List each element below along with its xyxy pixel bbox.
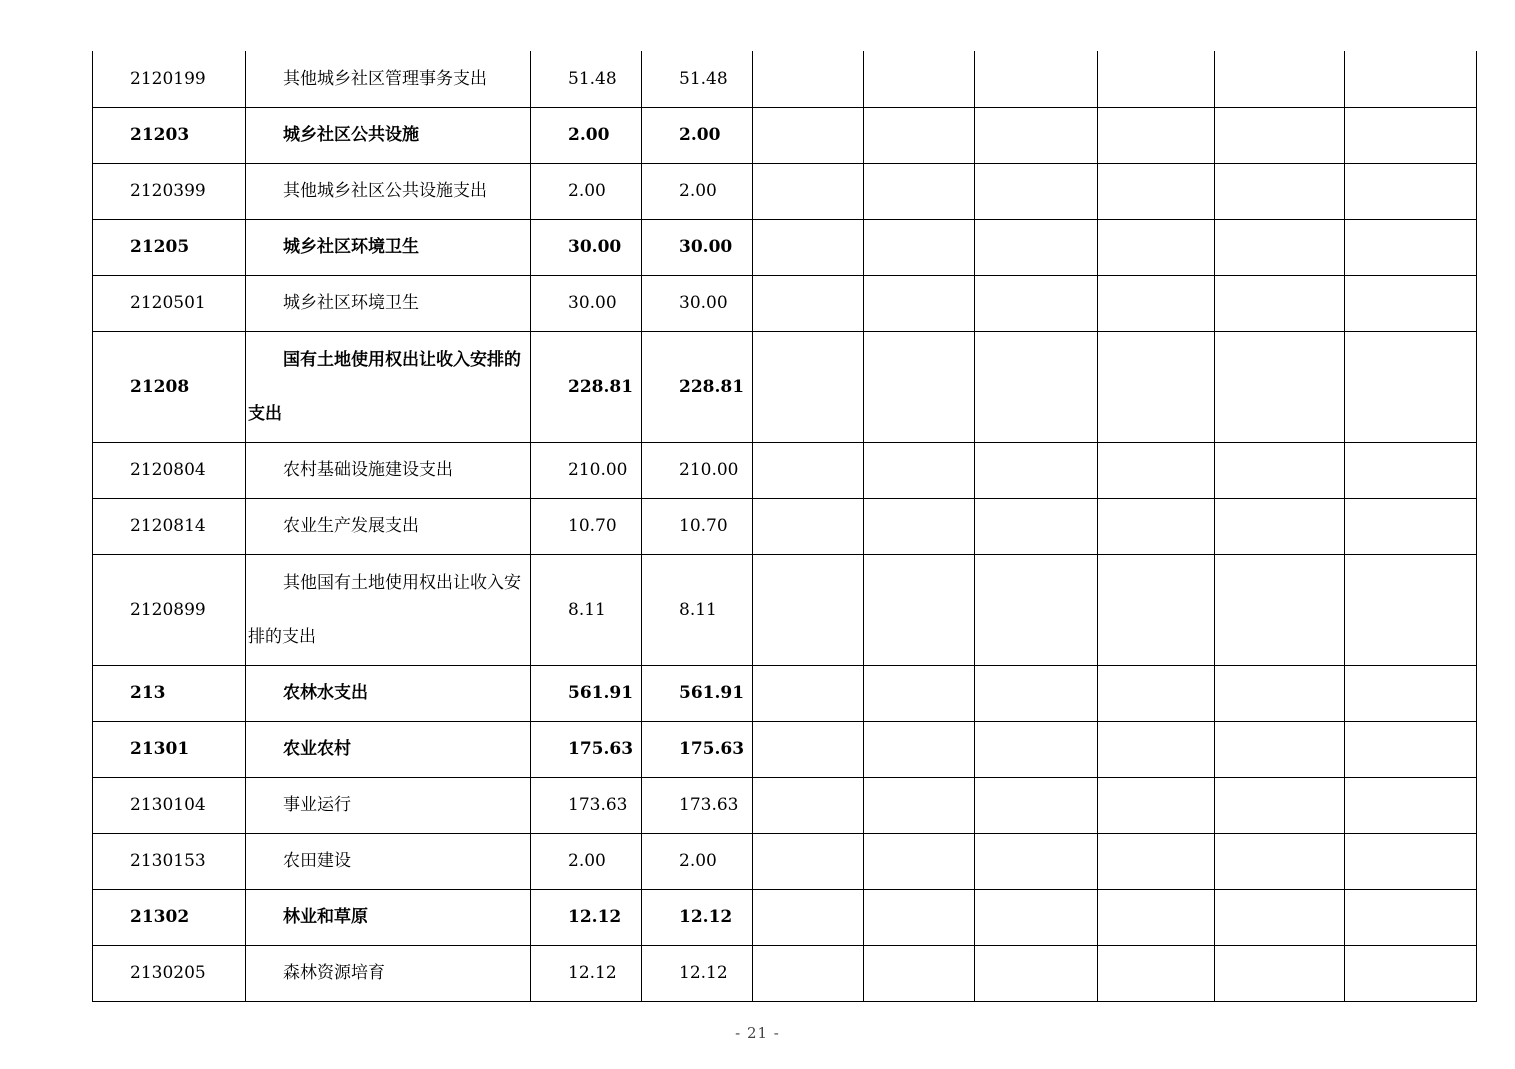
amount-cell: 12.12 xyxy=(642,889,753,945)
empty-cell xyxy=(753,219,864,275)
empty-cell xyxy=(864,107,975,163)
empty-cell xyxy=(1098,163,1215,219)
empty-cell xyxy=(1098,721,1215,777)
empty-cell xyxy=(1345,665,1477,721)
total-amount-cell: 2.00 xyxy=(531,833,642,889)
amount-cell: 228.81 xyxy=(642,331,753,442)
empty-cell xyxy=(1098,275,1215,331)
amount-cell: 10.70 xyxy=(642,498,753,554)
table-row xyxy=(93,163,1477,219)
empty-cell xyxy=(1215,219,1345,275)
amount-cell: 173.63 xyxy=(642,777,753,833)
table-row xyxy=(93,442,1477,498)
empty-cell xyxy=(1215,833,1345,889)
subject-name-cell: 城乡社区环境卫生 xyxy=(246,275,531,331)
empty-cell xyxy=(1098,498,1215,554)
empty-cell xyxy=(975,275,1098,331)
empty-cell xyxy=(1098,889,1215,945)
empty-cell xyxy=(753,498,864,554)
table-row xyxy=(93,107,1477,163)
table-row xyxy=(93,498,1477,554)
empty-cell xyxy=(975,219,1098,275)
empty-cell xyxy=(864,833,975,889)
empty-cell xyxy=(864,721,975,777)
table-row xyxy=(93,275,1477,331)
empty-cell xyxy=(864,331,975,442)
empty-cell xyxy=(1098,945,1215,1001)
empty-cell xyxy=(753,51,864,107)
subject-name-cell: 农田建设 xyxy=(246,833,531,889)
subject-name-cell: 其他国有土地使用权出让收入安排的支出 xyxy=(246,554,531,665)
empty-cell xyxy=(753,275,864,331)
empty-cell xyxy=(1098,665,1215,721)
amount-cell: 561.91 xyxy=(642,665,753,721)
subject-code-cell: 21301 xyxy=(93,721,246,777)
subject-code-cell: 2120399 xyxy=(93,163,246,219)
subject-code-cell: 2130104 xyxy=(93,777,246,833)
empty-cell xyxy=(1345,51,1477,107)
subject-code-cell: 2120804 xyxy=(93,442,246,498)
subject-code-cell: 21203 xyxy=(93,107,246,163)
table-row xyxy=(93,51,1477,107)
subject-name-cell: 农村基础设施建设支出 xyxy=(246,442,531,498)
empty-cell xyxy=(975,945,1098,1001)
subject-code-cell: 213 xyxy=(93,665,246,721)
empty-cell xyxy=(1098,554,1215,665)
empty-cell xyxy=(1215,51,1345,107)
subject-name-cell: 农林水支出 xyxy=(246,665,531,721)
subject-name-cell: 森林资源培育 xyxy=(246,945,531,1001)
total-amount-cell: 2.00 xyxy=(531,107,642,163)
empty-cell xyxy=(753,889,864,945)
table-row xyxy=(93,945,1477,1001)
empty-cell xyxy=(1345,219,1477,275)
empty-cell xyxy=(1215,163,1345,219)
table-body xyxy=(93,51,1477,1001)
empty-cell xyxy=(864,665,975,721)
empty-cell xyxy=(1345,163,1477,219)
empty-cell xyxy=(975,163,1098,219)
empty-cell xyxy=(864,554,975,665)
table-row xyxy=(93,554,1477,665)
empty-cell xyxy=(1345,331,1477,442)
amount-cell: 30.00 xyxy=(642,219,753,275)
empty-cell xyxy=(975,331,1098,442)
empty-cell xyxy=(864,442,975,498)
empty-cell xyxy=(975,442,1098,498)
subject-code-cell: 21208 xyxy=(93,331,246,442)
empty-cell xyxy=(1215,442,1345,498)
subject-code-cell: 2130153 xyxy=(93,833,246,889)
empty-cell xyxy=(975,554,1098,665)
amount-cell: 2.00 xyxy=(642,107,753,163)
empty-cell xyxy=(1345,777,1477,833)
empty-cell xyxy=(1215,721,1345,777)
empty-cell xyxy=(975,51,1098,107)
subject-code-cell: 2130205 xyxy=(93,945,246,1001)
empty-cell xyxy=(1098,107,1215,163)
amount-cell: 2.00 xyxy=(642,833,753,889)
empty-cell xyxy=(1345,889,1477,945)
total-amount-cell: 561.91 xyxy=(531,665,642,721)
empty-cell xyxy=(975,107,1098,163)
empty-cell xyxy=(1345,945,1477,1001)
subject-code-cell: 2120501 xyxy=(93,275,246,331)
total-amount-cell: 12.12 xyxy=(531,889,642,945)
empty-cell xyxy=(975,721,1098,777)
empty-cell xyxy=(1215,554,1345,665)
empty-cell xyxy=(753,833,864,889)
table-row xyxy=(93,833,1477,889)
amount-cell: 8.11 xyxy=(642,554,753,665)
empty-cell xyxy=(1098,51,1215,107)
empty-cell xyxy=(1215,945,1345,1001)
empty-cell xyxy=(1098,442,1215,498)
total-amount-cell: 175.63 xyxy=(531,721,642,777)
empty-cell xyxy=(1215,498,1345,554)
empty-cell xyxy=(1215,107,1345,163)
empty-cell xyxy=(864,51,975,107)
empty-cell xyxy=(975,498,1098,554)
budget-expenditure-table xyxy=(92,51,1477,1002)
empty-cell xyxy=(864,498,975,554)
empty-cell xyxy=(1345,275,1477,331)
amount-cell: 30.00 xyxy=(642,275,753,331)
subject-code-cell: 2120199 xyxy=(93,51,246,107)
total-amount-cell: 12.12 xyxy=(531,945,642,1001)
subject-name-cell: 其他城乡社区管理事务支出 xyxy=(246,51,531,107)
total-amount-cell: 10.70 xyxy=(531,498,642,554)
empty-cell xyxy=(1345,833,1477,889)
empty-cell xyxy=(1215,331,1345,442)
table-row xyxy=(93,331,1477,442)
subject-code-cell: 2120899 xyxy=(93,554,246,665)
empty-cell xyxy=(864,163,975,219)
total-amount-cell: 2.00 xyxy=(531,163,642,219)
empty-cell xyxy=(864,889,975,945)
empty-cell xyxy=(753,107,864,163)
total-amount-cell: 8.11 xyxy=(531,554,642,665)
empty-cell xyxy=(753,331,864,442)
empty-cell xyxy=(753,777,864,833)
amount-cell: 2.00 xyxy=(642,163,753,219)
amount-cell: 175.63 xyxy=(642,721,753,777)
empty-cell xyxy=(975,889,1098,945)
empty-cell xyxy=(753,554,864,665)
table-row xyxy=(93,665,1477,721)
empty-cell xyxy=(753,665,864,721)
empty-cell xyxy=(975,833,1098,889)
empty-cell xyxy=(1215,889,1345,945)
table-row xyxy=(93,219,1477,275)
empty-cell xyxy=(753,163,864,219)
empty-cell xyxy=(864,777,975,833)
empty-cell xyxy=(975,665,1098,721)
subject-name-cell: 事业运行 xyxy=(246,777,531,833)
total-amount-cell: 228.81 xyxy=(531,331,642,442)
table-row xyxy=(93,721,1477,777)
empty-cell xyxy=(1215,777,1345,833)
empty-cell xyxy=(975,777,1098,833)
empty-cell xyxy=(753,442,864,498)
total-amount-cell: 30.00 xyxy=(531,275,642,331)
subject-name-cell: 国有土地使用权出让收入安排的支出 xyxy=(246,331,531,442)
empty-cell xyxy=(864,219,975,275)
subject-name-cell: 其他城乡社区公共设施支出 xyxy=(246,163,531,219)
empty-cell xyxy=(1345,442,1477,498)
total-amount-cell: 210.00 xyxy=(531,442,642,498)
empty-cell xyxy=(1345,554,1477,665)
total-amount-cell: 51.48 xyxy=(531,51,642,107)
subject-code-cell: 21205 xyxy=(93,219,246,275)
subject-name-cell: 城乡社区公共设施 xyxy=(246,107,531,163)
empty-cell xyxy=(1345,498,1477,554)
subject-name-cell: 城乡社区环境卫生 xyxy=(246,219,531,275)
page-number: - 21 - xyxy=(735,1024,780,1042)
amount-cell: 51.48 xyxy=(642,51,753,107)
total-amount-cell: 173.63 xyxy=(531,777,642,833)
empty-cell xyxy=(753,945,864,1001)
empty-cell xyxy=(864,945,975,1001)
empty-cell xyxy=(1098,777,1215,833)
amount-cell: 210.00 xyxy=(642,442,753,498)
empty-cell xyxy=(1098,331,1215,442)
total-amount-cell: 30.00 xyxy=(531,219,642,275)
subject-name-cell: 农业农村 xyxy=(246,721,531,777)
subject-code-cell: 2120814 xyxy=(93,498,246,554)
empty-cell xyxy=(1345,721,1477,777)
empty-cell xyxy=(1215,665,1345,721)
amount-cell: 12.12 xyxy=(642,945,753,1001)
empty-cell xyxy=(1345,107,1477,163)
empty-cell xyxy=(753,721,864,777)
subject-name-cell: 农业生产发展支出 xyxy=(246,498,531,554)
empty-cell xyxy=(1098,219,1215,275)
table-row xyxy=(93,777,1477,833)
empty-cell xyxy=(1098,833,1215,889)
empty-cell xyxy=(864,275,975,331)
table-row xyxy=(93,889,1477,945)
subject-name-cell: 林业和草原 xyxy=(246,889,531,945)
empty-cell xyxy=(1215,275,1345,331)
subject-code-cell: 21302 xyxy=(93,889,246,945)
